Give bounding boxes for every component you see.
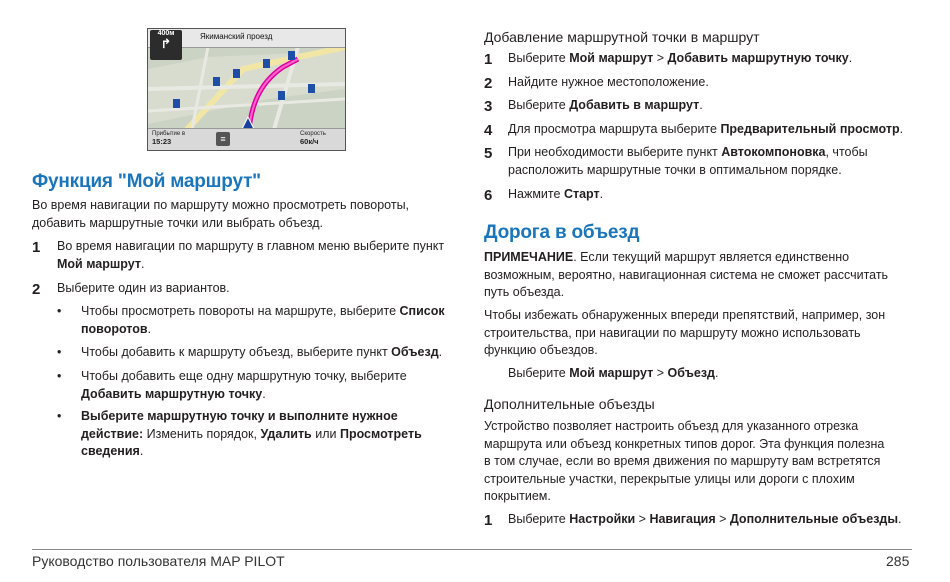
bullet-add-point: Чтобы добавить еще одну маршрутную точку, выберите Добавить маршрутную точку. [81,369,407,401]
my-route-title: Функция "Мой маршрут" [32,171,261,192]
add-step-3: Выберите Добавить в маршрут. [508,98,703,112]
step-number: 2 [32,281,41,298]
arrival-box[interactable] [152,130,202,148]
poi-icon [173,99,180,108]
arrival-time: 15:23 [152,137,172,146]
bullet: • [57,409,62,423]
poi-icon [278,91,285,100]
bullet: • [57,369,62,383]
add-step-6: Нажмите Старт. [508,187,604,201]
detour-note: ПРИМЕЧАНИЕ. Если текущий маршрут является единственно возможным, вероятно, навигационная система не сможет рассчитать путь объезда. [484,250,889,299]
poi-icon [308,84,315,93]
poi-icon [213,77,220,86]
step-1: Во время навигации по маршруту в главном меню выберите пункт Мой маршрут. [57,239,445,271]
turn-arrow-icon: ↱ [160,36,172,51]
step-number: 6 [484,187,493,204]
bullet-detour: Чтобы добавить к маршруту объезд, выберите пункт Объезд. [81,345,443,359]
speed-value: 60 [300,137,309,146]
step-number: 1 [484,51,493,68]
page-number: 285 [886,553,910,569]
distance-value: 400 [157,30,170,37]
step-number: 1 [484,512,493,529]
step-number: 3 [484,98,493,115]
add-point-title: Добавление маршрутной точки в маршрут [484,29,760,45]
step-number: 4 [484,122,493,139]
menu-icon[interactable]: ≡ [216,132,230,146]
bullet-edit-point: Выберите маршрутную точку и выполните нужное действие: Изменить порядок, Удалить или Просмотреть сведения. [81,409,422,458]
bullet-turns: Чтобы просмотреть повороты на маршруте, выберите Список поворотов. [81,304,445,336]
extra-step-1: Выберите Настройки > Навигация > Дополнительные объезды. [508,512,902,526]
step-2: Выберите один из вариантов. [57,281,230,295]
bullet: • [57,345,62,359]
add-step-1: Выберите Мой маршрут > Добавить маршрутную точку. [508,51,853,65]
street-name: Якиманский проезд [200,32,273,41]
step-number: 2 [484,75,493,92]
detour-description: Чтобы избежать обнаруженных впереди препятствий, например, зон строительства, при навигации по маршруту можно использовать функцию объездов. [484,308,886,357]
add-step-2: Найдите нужное местоположение. [508,75,709,89]
speed-label: Скорость [300,131,326,137]
step-number: 5 [484,145,493,162]
speed-box[interactable] [300,130,342,148]
detour-title: Дорога в объезд [484,222,640,243]
extra-detours-title: Дополнительные объезды [484,396,655,412]
bullet: • [57,304,62,318]
poi-icon [263,59,270,68]
navigation-screenshot [147,28,346,151]
speed-unit: к/ч [308,137,319,146]
extra-detours-description: Устройство позволяет настроить объезд для указанного отрезка маршрута или объезд конкретных типов дорог. Эта функция полезна в том случае, если во время движения по маршруту вам встретятся строительные участки, перекрытые улицы или дороги с плохим покрытием. [484,419,885,503]
add-step-4: Для просмотра маршрута выберите Предварительный просмотр. [508,122,904,136]
distance-box[interactable] [150,30,182,60]
arrival-label: Прибытие в [152,131,186,137]
poi-icon [233,69,240,78]
distance-unit: м [169,30,175,37]
add-step-5: При необходимости выберите пункт Автокомпоновка, чтобы расположить маршрутные точки в оптимальном порядке. [508,145,868,177]
footer-manual-title: Руководство пользователя MAP PILOT [32,553,285,569]
detour-select: Выберите Мой маршрут > Объезд. [508,366,719,380]
my-route-intro: Во время навигации по маршруту можно просмотреть повороты, добавить маршрутные точки или выбрать объезд. [32,198,410,230]
status-bar [148,128,345,150]
poi-icon [288,51,295,60]
step-number: 1 [32,239,41,256]
footer-divider [32,549,912,550]
